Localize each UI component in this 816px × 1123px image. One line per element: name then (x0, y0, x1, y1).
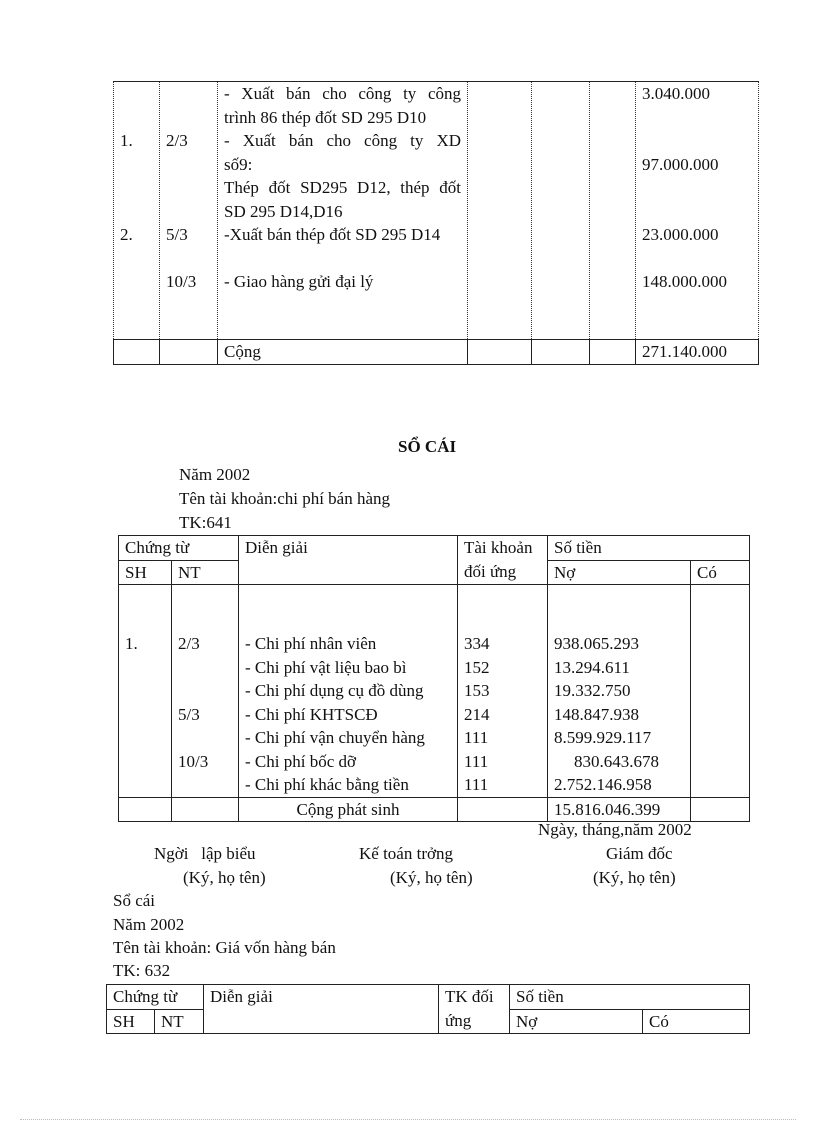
header-credit: Có (691, 560, 750, 585)
row-desc: - Chi phí khác bằng tiền (245, 775, 409, 794)
row-desc: - Chi phí KHTSCĐ (245, 704, 378, 724)
ledger-632-table (106, 984, 750, 1034)
row-tk: 214 (464, 704, 490, 724)
sales-journal-table (113, 81, 759, 365)
desc-line: - Xuất bán cho công ty công (224, 84, 461, 103)
col-amount (636, 82, 759, 340)
amount: 23.000.000 (642, 225, 719, 244)
ledger-body (119, 585, 750, 798)
header-contra: TK đối ứng (439, 985, 510, 1034)
row-debit: 938.065.293 (554, 634, 639, 653)
row-nt: 5/3 (178, 704, 200, 724)
header-nt: NT (172, 560, 239, 585)
header-sh: SH (119, 560, 172, 585)
total-row (114, 340, 759, 365)
signature-note-preparer: (Ký, họ tên) (183, 868, 266, 887)
desc-line: số9: (224, 154, 253, 174)
row-desc: - Chi phí vật liệu bao bì (245, 657, 407, 677)
total-amount: 271.140.000 (636, 340, 759, 365)
header-debit: Nợ (548, 560, 691, 585)
row-tk: 111 (464, 775, 489, 794)
ledger-year: Năm 2002 (179, 465, 251, 484)
header-voucher: Chứng từ (119, 536, 239, 561)
row-date: 10/3 (166, 272, 197, 291)
header-sh: SH (107, 1009, 155, 1034)
row-tk: 111 (464, 728, 489, 747)
row-no: 2. (120, 225, 133, 244)
header-nt: NT (155, 1009, 204, 1034)
amount: 97.000.000 (642, 154, 719, 174)
desc-line: - Xuất bán cho công ty XD (224, 131, 461, 150)
col-empty (468, 82, 532, 340)
row-tk: 152 (464, 657, 490, 677)
col-date (160, 82, 218, 340)
ledger2-account-name: Tên tài khoản: Giá vốn hàng bán (113, 938, 336, 957)
ledger-total-amount: 15.816.046.399 (548, 797, 691, 822)
page-bottom-border (20, 1119, 796, 1120)
row-desc: - Chi phí nhân viên (245, 634, 377, 653)
row-no: 1. (120, 131, 133, 150)
signature-date: Ngày, tháng,năm 2002 (538, 820, 692, 839)
row-date: 2/3 (166, 131, 188, 150)
ledger2-year: Năm 2002 (113, 915, 185, 934)
ledger-account-name: Tên tài khoản:chi phí bán hàng (179, 489, 391, 508)
header-amount: Số tiền (510, 985, 750, 1010)
header-credit: Có (643, 1009, 750, 1034)
row-debit: 19.332.750 (554, 681, 631, 700)
amount: 148.000.000 (642, 272, 727, 291)
row-desc: - Chi phí dụng cụ đồ dùng (245, 681, 424, 700)
desc-line: - Giao hàng gửi đại lý (224, 272, 374, 291)
header-voucher: Chứng từ (107, 985, 204, 1010)
desc-line: -Xuất bán thép đốt SD 295 D14 (224, 225, 441, 244)
signature-note-accountant: (Ký, họ tên) (390, 868, 473, 887)
row-tk: 111 (464, 751, 489, 771)
amount: 3.040.000 (642, 84, 710, 103)
col-empty (590, 82, 636, 340)
row-debit: 830.643.678 (574, 751, 659, 771)
row-desc: - Chi phí vận chuyển hàng (245, 728, 425, 747)
header-amount: Số tiền (548, 536, 750, 561)
signature-director: Giám đốc (606, 844, 673, 863)
row-debit: 148.847.938 (554, 704, 639, 724)
ledger-title: SỔ CÁI (398, 437, 457, 456)
header-desc: Diễn giải (204, 985, 439, 1034)
desc-line: Thép đốt SD295 D12, thép đốt (224, 178, 461, 197)
col-desc (218, 82, 468, 340)
header-desc: Diễn giải (239, 536, 458, 585)
row-sh: 1. (125, 634, 138, 653)
row-desc: - Chi phí bốc dỡ (245, 751, 356, 771)
col-no (114, 82, 160, 340)
col-empty (532, 82, 590, 340)
row-debit: 8.599.929.117 (554, 728, 652, 747)
desc-line: trình 86 thép đốt SD 295 D10 (224, 107, 427, 127)
ledger-641-table (118, 535, 750, 822)
signature-chief-accountant: Kế toán trởng (359, 844, 453, 863)
header-contra: Tài khoản đối ứng (458, 536, 548, 585)
ledger2-account-code: TK: 632 (113, 961, 171, 980)
total-label: Cộng (218, 340, 468, 365)
header-debit: Nợ (510, 1009, 643, 1034)
row-nt: 2/3 (178, 634, 200, 653)
row-tk: 153 (464, 681, 490, 700)
desc-line: SD 295 D14,D16 (224, 201, 343, 221)
row-nt: 10/3 (178, 751, 209, 771)
row-debit: 2.752.146.958 (554, 775, 652, 794)
ledger-account-code: TK:641 (179, 513, 232, 532)
signature-note-director: (Ký, họ tên) (593, 868, 676, 887)
signature-preparer: Ngời lập biểu (154, 844, 256, 863)
row-tk: 334 (464, 634, 490, 653)
row-debit: 13.294.611 (554, 657, 630, 677)
row-date: 5/3 (166, 225, 188, 244)
ledger-total-label: Cộng phát sinh (239, 797, 458, 822)
ledger-total-row (119, 797, 750, 822)
ledger2-title: Sổ cái (113, 891, 156, 910)
